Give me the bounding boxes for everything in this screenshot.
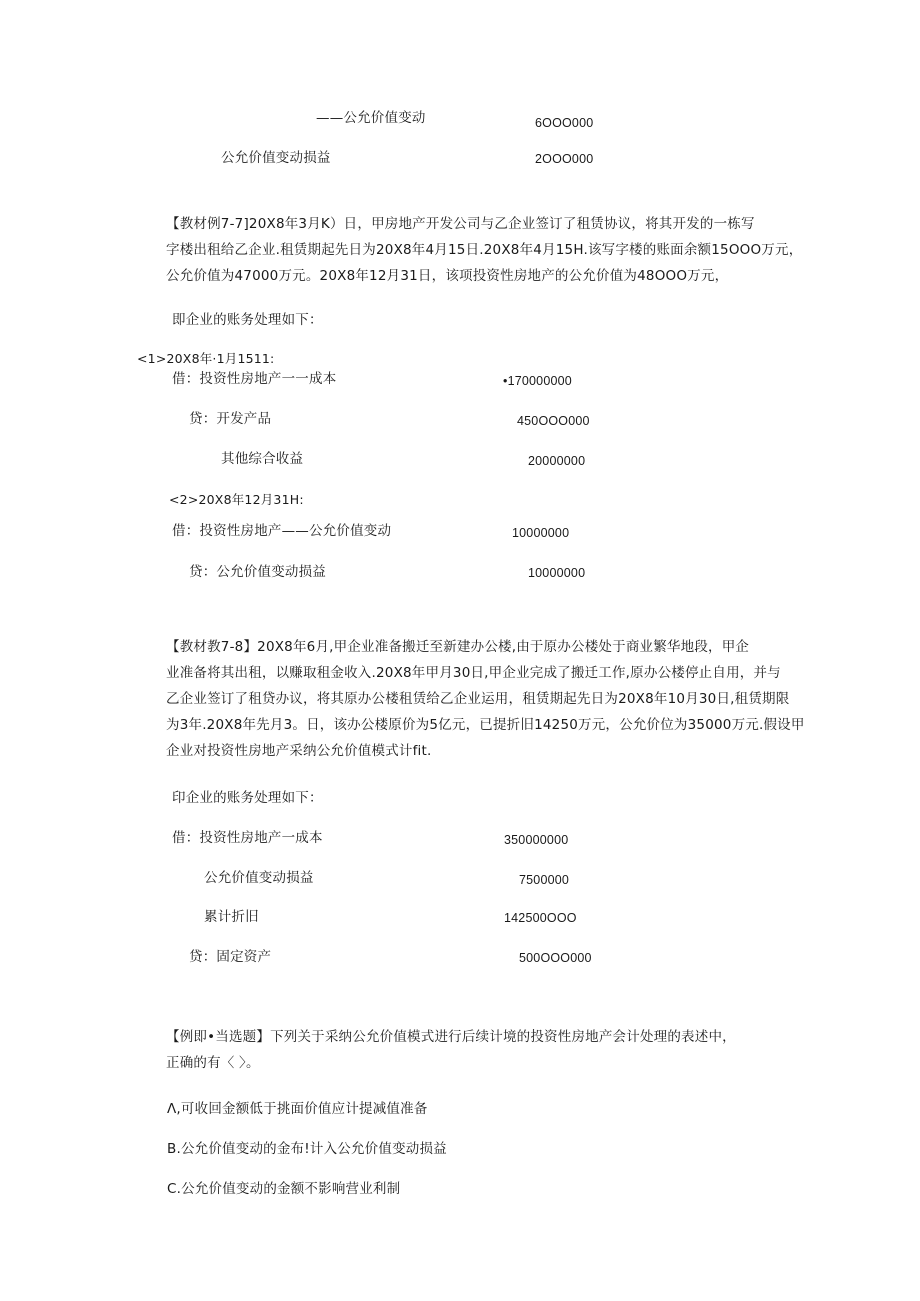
entry-amount: 450OOO000 xyxy=(517,414,590,428)
answer-option: Λ,可收回金额低于挑面价值应计提减值准备 xyxy=(167,1101,428,1117)
entry-account: 借：投资性房地产一成本 xyxy=(172,830,323,846)
entry-amount: 10000000 xyxy=(512,526,570,540)
entry-amount: 7500000 xyxy=(519,873,570,887)
journal-intro: 即企业的账务处理如下： xyxy=(172,312,323,328)
paragraph-line: 乙企业签订了租贷办议，将其原办公楼租赁给乙企业运用，租赁期起先日为20X8年10月30日,租赁期限 xyxy=(166,691,790,707)
answer-option: B.公允价值变动的金布!计入公允价值变动损益 xyxy=(167,1141,447,1157)
paragraph-line: 字楼出租给乙企业.租赁期起先日为20X8年4月15日.20X8年4月15H.该写字楼的账面余额15OOO万元， xyxy=(166,242,803,258)
entry-amount: 500OOO000 xyxy=(519,951,592,965)
entry-account: 借：投资性房地产——公允价值变动 xyxy=(172,523,392,539)
example-7-8-paragraph xyxy=(166,634,805,764)
paragraph-line: 为3年.20X8年先月3。日，该办公楼原价为5亿元，已提折旧14250万元，公允价位为35000万元.假设甲 xyxy=(166,717,805,733)
entry-account: ——公允价值变动 xyxy=(316,110,426,126)
entry-amount: 142500OOO xyxy=(504,911,577,925)
entry-account: 借：投资性房地产一一成本 xyxy=(172,371,337,387)
entry-account: 公允价值变动损益 xyxy=(221,150,331,166)
entry-account: 其他综合收益 xyxy=(221,451,304,467)
entry-amount: 20000000 xyxy=(528,454,586,468)
example-7-7-paragraph xyxy=(166,211,803,289)
entry-amount: 6OOO000 xyxy=(535,116,594,130)
entry-account: 贷：公允价值变动损益 xyxy=(189,564,326,580)
paragraph-line: 公允价值为47000万元。20X8年12月31日，该项投资性房地产的公允价值为48OOO万元， xyxy=(166,268,729,284)
answer-option: C.公允价值变动的金额不影响营业利制 xyxy=(167,1181,401,1197)
entry-account: 公允价值变动损益 xyxy=(204,870,314,886)
question-stem xyxy=(166,1024,796,1076)
entry-account: 贷：固定资产 xyxy=(189,949,272,965)
journal-intro: 印企业的账务处理如下： xyxy=(172,790,323,806)
question-line: 【例即•当选题】下列关于采纳公允价值模式进行后续计境的投资性房地产会计处理的表述中， xyxy=(166,1029,736,1045)
question-line: 正确的有〈 〉。 xyxy=(166,1055,260,1071)
paragraph-line: 业准备将其出租，以赚取租金收入.20X8年甲月30日,甲企业完成了搬迁工作,原办公楼停止自用，并与 xyxy=(166,665,781,681)
entry-account: 累计折旧 xyxy=(204,909,259,925)
entry-amount: 10000000 xyxy=(528,566,586,580)
paragraph-line: 企业对投资性房地产采纳公允价值模式计fit. xyxy=(166,743,432,759)
step-heading: <2>20X8年12月31H: xyxy=(169,492,304,507)
entry-amount: 2OOO000 xyxy=(535,152,594,166)
entry-amount: •170000000 xyxy=(503,374,572,388)
paragraph-line: 【教材教7-8】20X8年6月,甲企业准备搬迁至新建办公楼,由于原办公楼处于商业繁华地段，甲企 xyxy=(166,639,750,655)
paragraph-line: 【教材例7-7]20X8年3月K）日，甲房地产开发公司与乙企业签订了租赁协议，将其开发的一栋写 xyxy=(166,216,755,232)
step-heading: <1>20X8年·1月1511: xyxy=(137,351,275,366)
entry-amount: 350000000 xyxy=(504,833,569,847)
entry-account: 贷：开发产品 xyxy=(189,411,272,427)
